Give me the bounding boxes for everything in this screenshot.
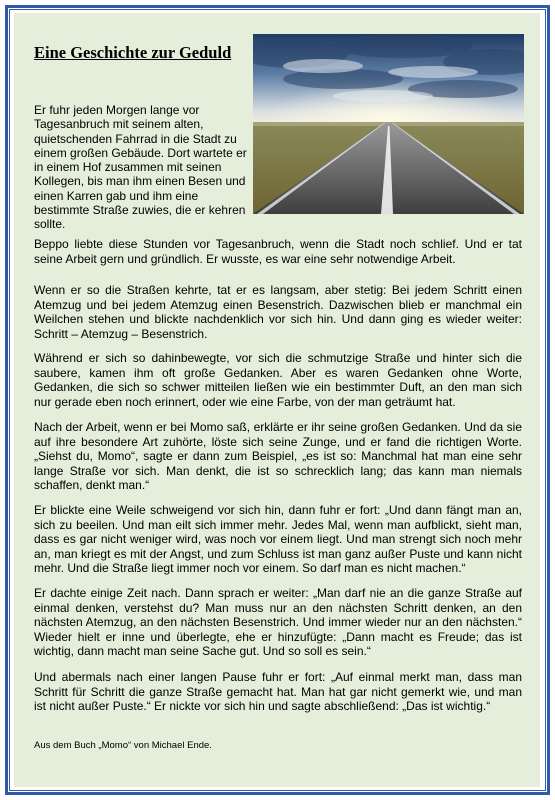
paragraph-3: Während er sich so dahinbewegte, vor sich die schmutzige Straße und hinter sich die saubere, kamen ihm oft große Gedanken. Aber es waren Gedanken ohne Worte, Gedanken, die sich so schwer mitteilen ließen wie ein bestimmter Duft, an den man sich nur gerade eben noch erinnert, oder wie eine Farbe, von der man geträumt hat. bbox=[34, 351, 522, 409]
paragraph-4: Nach der Arbeit, wenn er bei Momo saß, erklärte er ihr seine großen Gedanken. Und da sie auf ihre besondere Art zuhörte, löste sich seine Zunge, und er fand die richtigen Worte. „Siehst du, Momo“, sagte er dann zum Beispiel, „es ist so: Manchmal hat man eine sehr lange Straße vor sich. Man denkt, die ist so schrecklich lang; das kann man niemals schaffen, denkt man.“ bbox=[34, 420, 522, 493]
story-title: Eine Geschichte zur Geduld bbox=[34, 43, 232, 62]
paragraph-1: Beppo liebte diese Stunden vor Tagesanbruch, wenn die Stadt noch schlief. Und er tat seine Arbeit gern und gründlich. Er wusste, es war eine sehr notwendige Arbeit. bbox=[34, 237, 522, 266]
intro-paragraph: Er fuhr jeden Morgen lange vor Tagesanbruch mit seinem alten, quietschenden Fahrrad in die Stadt zu einem großen Gebäude. Dort wartete er in einem Hof zusammen mit seinen Kollegen, bis man ihm einen Besen und einen Karren gab und ihm eine bestimmte Straße zuwies, die er kehren sollte. bbox=[34, 103, 247, 232]
paragraph-7: Und abermals nach einer langen Pause fuhr er fort: „Auf einmal merkt man, dass man Schritt für Schritt die ganze Straße gemacht hat. Man hat gar nicht gemerkt wie, und man ist nicht außer Puste.“ Er nickte vor sich hin und sagte abschließend: „Das ist wichtig.“ bbox=[34, 670, 522, 714]
source-citation: Aus dem Buch „Momo“ von Michael Ende. bbox=[34, 740, 212, 751]
paragraph-2: Wenn er so die Straßen kehrte, tat er es langsam, aber stetig: Bei jedem Schritt einen Atemzug und bei jedem Atemzug einen Besenstrich. Dazwischen blieb er manchmal ein Weilchen stehen und blickte nachdenklich vor sich hin. Und dann ging es wieder weiter: Schritt – Atemzug – Besenstrich. bbox=[34, 283, 522, 341]
paragraph-6: Er dachte einige Zeit nach. Dann sprach er weiter: „Man darf nie an die ganze Straße auf einmal denken, verstehst du? Man muss nur an den nächsten Schritt denken, an den nächsten Atemzug, an den nächsten Besenstrich. Und immer wieder nur an den nächsten.“ Wieder hielt er inne und überlegte, ehe er hinzufügte: „Dann macht es Freude; das ist wichtig, dann macht man seine Sache gut. Und so soll es sein.“ bbox=[34, 586, 522, 659]
road-landscape-photo bbox=[253, 34, 524, 214]
paragraph-5: Er blickte eine Weile schweigend vor sich hin, dann fuhr er fort: „Und dann fängt man an, sich zu beeilen. Und man eilt sich immer mehr. Jedes Mal, wenn man aufblickt, sieht man, dass es gar nicht weniger wird, was noch vor einem liegt. Und man strengt sich noch mehr an, man kriegt es mit der Angst, und zum Schluss ist man ganz außer Puste und kann nicht mehr. Und die Straße liegt immer noch vor einem. So darf man es nicht machen.“ bbox=[34, 503, 522, 576]
